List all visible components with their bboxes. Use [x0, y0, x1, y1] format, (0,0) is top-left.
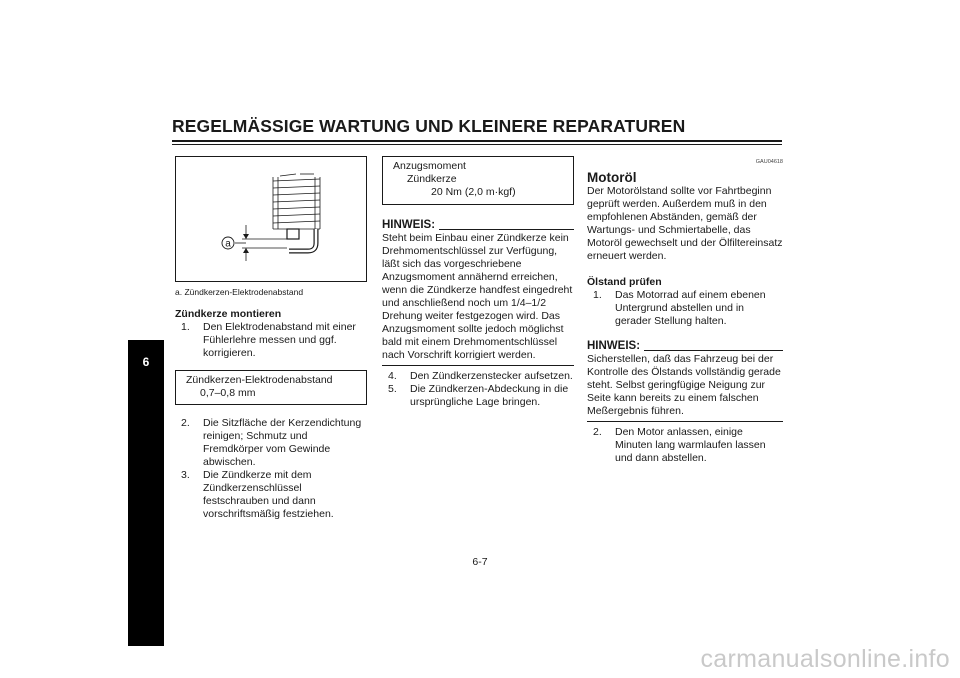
- list-item: 2. Den Motor anlassen, einige Minuten lang warmlaufen lassen und dann abstellen.: [593, 426, 766, 464]
- page-number: 6-7: [472, 556, 488, 568]
- spark-plug-gap-illustration: [176, 157, 366, 281]
- note-end-rule: [587, 421, 783, 422]
- note-block: [382, 219, 574, 366]
- torque-item: Zündkerze: [407, 173, 457, 185]
- page-title: REGELMÄSSIGE WARTUNG UND KLEINERE REPARATUREN: [172, 116, 686, 136]
- watermark: carmanualsonline.info: [700, 645, 950, 673]
- figure-caption: a. Zündkerzen-Elektrodenabstand: [175, 287, 304, 297]
- reference-code: GAU04618: [755, 159, 783, 165]
- list-item: 5. Die Zündkerzen-Abdeckung in die ursprüngliche Lage bringen.: [388, 383, 569, 408]
- note-block: [587, 340, 783, 422]
- note-label: HINWEIS:: [382, 219, 436, 231]
- list-item: 1. Das Motorrad auf einem ebenen Untergrund abstellen und in gerader Stellung halten.: [593, 289, 766, 327]
- column-1: [175, 156, 367, 521]
- chapter-tab: [128, 340, 164, 646]
- list-item: 4. Den Zündkerzenstecker aufsetzen.: [388, 370, 573, 382]
- note-text: Steht beim Einbau einer Zündkerze kein Drehmomentschlüssel zur Verfügung, läßt sich das vorgeschriebene Anzugsmoment annähernd erreichen, wenn die Zündkerze handfest eingedreht und anschließend noch um 1/4–1/2 Drehung weiter festgezogen wird. Das Anzugsmoment sollte jedoch möglichst bald mit einem Drehmomentschlüssel nach Vorschrift korrigiert werden.: [382, 232, 573, 361]
- list-item: 2. Die Sitzfläche der Kerzendichtung reinigen; Schmutz und Fremdkörper vom Gewinde abwischen.: [181, 417, 362, 468]
- chapter-number: 6: [142, 355, 150, 369]
- title-rule-thin: [172, 144, 782, 145]
- section-heading-install: Zündkerze montieren: [175, 308, 282, 320]
- note-rule: [644, 350, 783, 351]
- section-heading-motoroil: Motoröl: [587, 170, 637, 185]
- spec-label: Zündkerzen-Elektrodenabstand: [186, 374, 333, 386]
- intro-text: Der Motorölstand sollte vor Fahrtbeginn geprüft werden. Außerdem muß in den empfohlenen Abständen, gemäß der Wartungs- und Schmiertabelle, das Motoröl gewechselt und der Ölfiltereinsatz erneuert werden.: [587, 185, 783, 262]
- spec-box-gap: [175, 370, 367, 405]
- note-end-rule: [382, 365, 574, 366]
- spec-box-torque: [382, 156, 574, 205]
- column-2: [382, 156, 574, 409]
- spark-plug-figure: [175, 156, 367, 282]
- note-label: HINWEIS:: [587, 340, 641, 352]
- column-3: [587, 156, 783, 465]
- spec-value: 0,7–0,8 mm: [200, 387, 256, 399]
- list-item: 1. Den Elektrodenabstand mit einer Fühlerlehre messen und ggf. korrigieren.: [181, 321, 356, 359]
- torque-value: 20 Nm (2,0 m·kgf): [431, 186, 516, 198]
- note-rule: [439, 229, 574, 230]
- list-item: 3. Die Zündkerze mit dem Zündkerzenschlüssel festschrauben und dann vorschriftsmäßig festziehen.: [181, 469, 334, 520]
- figure-callout-a: a: [225, 238, 231, 250]
- title-rule: [172, 140, 782, 142]
- subheading-oil-check: Ölstand prüfen: [587, 276, 662, 288]
- note-text: Sicherstellen, daß das Fahrzeug bei der Kontrolle des Ölstands vollständig gerade steht. Selbst geringfügige Neigung zur Seite kann bereits zu einem falschen Meßergebnis führen.: [587, 353, 781, 417]
- torque-title: Anzugsmoment: [393, 160, 466, 172]
